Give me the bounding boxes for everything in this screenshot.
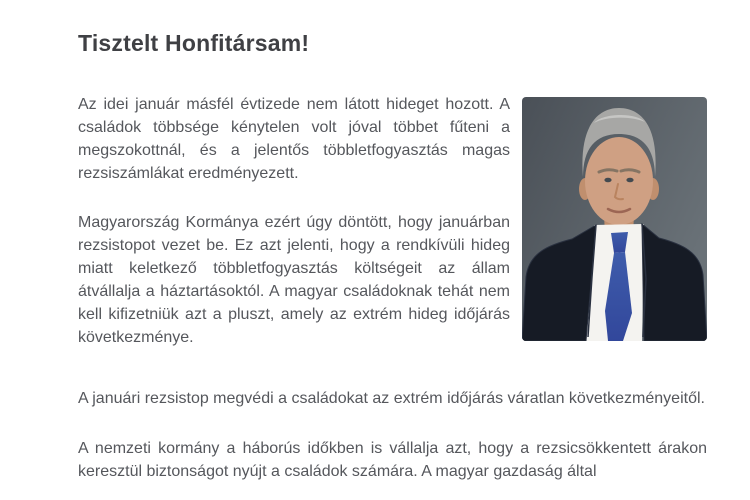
portrait-eye-left (604, 178, 611, 183)
paragraph-protection: A januári rezsistop megvédi a családokat az extrém időjárás váratlan következményeitől. (78, 390, 705, 407)
page-title: Tisztelt Honfitársam! (78, 30, 310, 56)
paragraph-national-government: A nemzeti kormány a háborús időkben is vállalja azt, hogy a rezsicsökkentett árakon keresztül biztonságot nyújt a családok számára. A magyar gazdaság által (78, 440, 707, 480)
portrait-eye-right (626, 178, 633, 183)
text-column (78, 93, 510, 349)
content-row (78, 93, 707, 349)
paragraph-government-decision: Magyarország Kormánya ezért úgy döntött, hogy januárban rezsistopot vezet be. Ez azt jelenti, hogy a rendkívüli hideg miatt keletkező többletfogyasztás költségeit az állam átvállalja a háztartásoktól. A magyar családoknak tehát nem kell kifizetniük azt a pluszt, amely az extrém hideg időjárás következménye. (78, 214, 510, 346)
portrait-illustration (522, 97, 707, 341)
portrait-photo (522, 97, 707, 341)
paragraph-intro: Az idei január másfél évtizede nem látott hideget hozott. A családok többsége kénytelen volt jóval többet fűteni a megszokottnál, és a jelentős többletfogyasztás magas rezsiszámlákat eredményezett. (78, 96, 510, 182)
